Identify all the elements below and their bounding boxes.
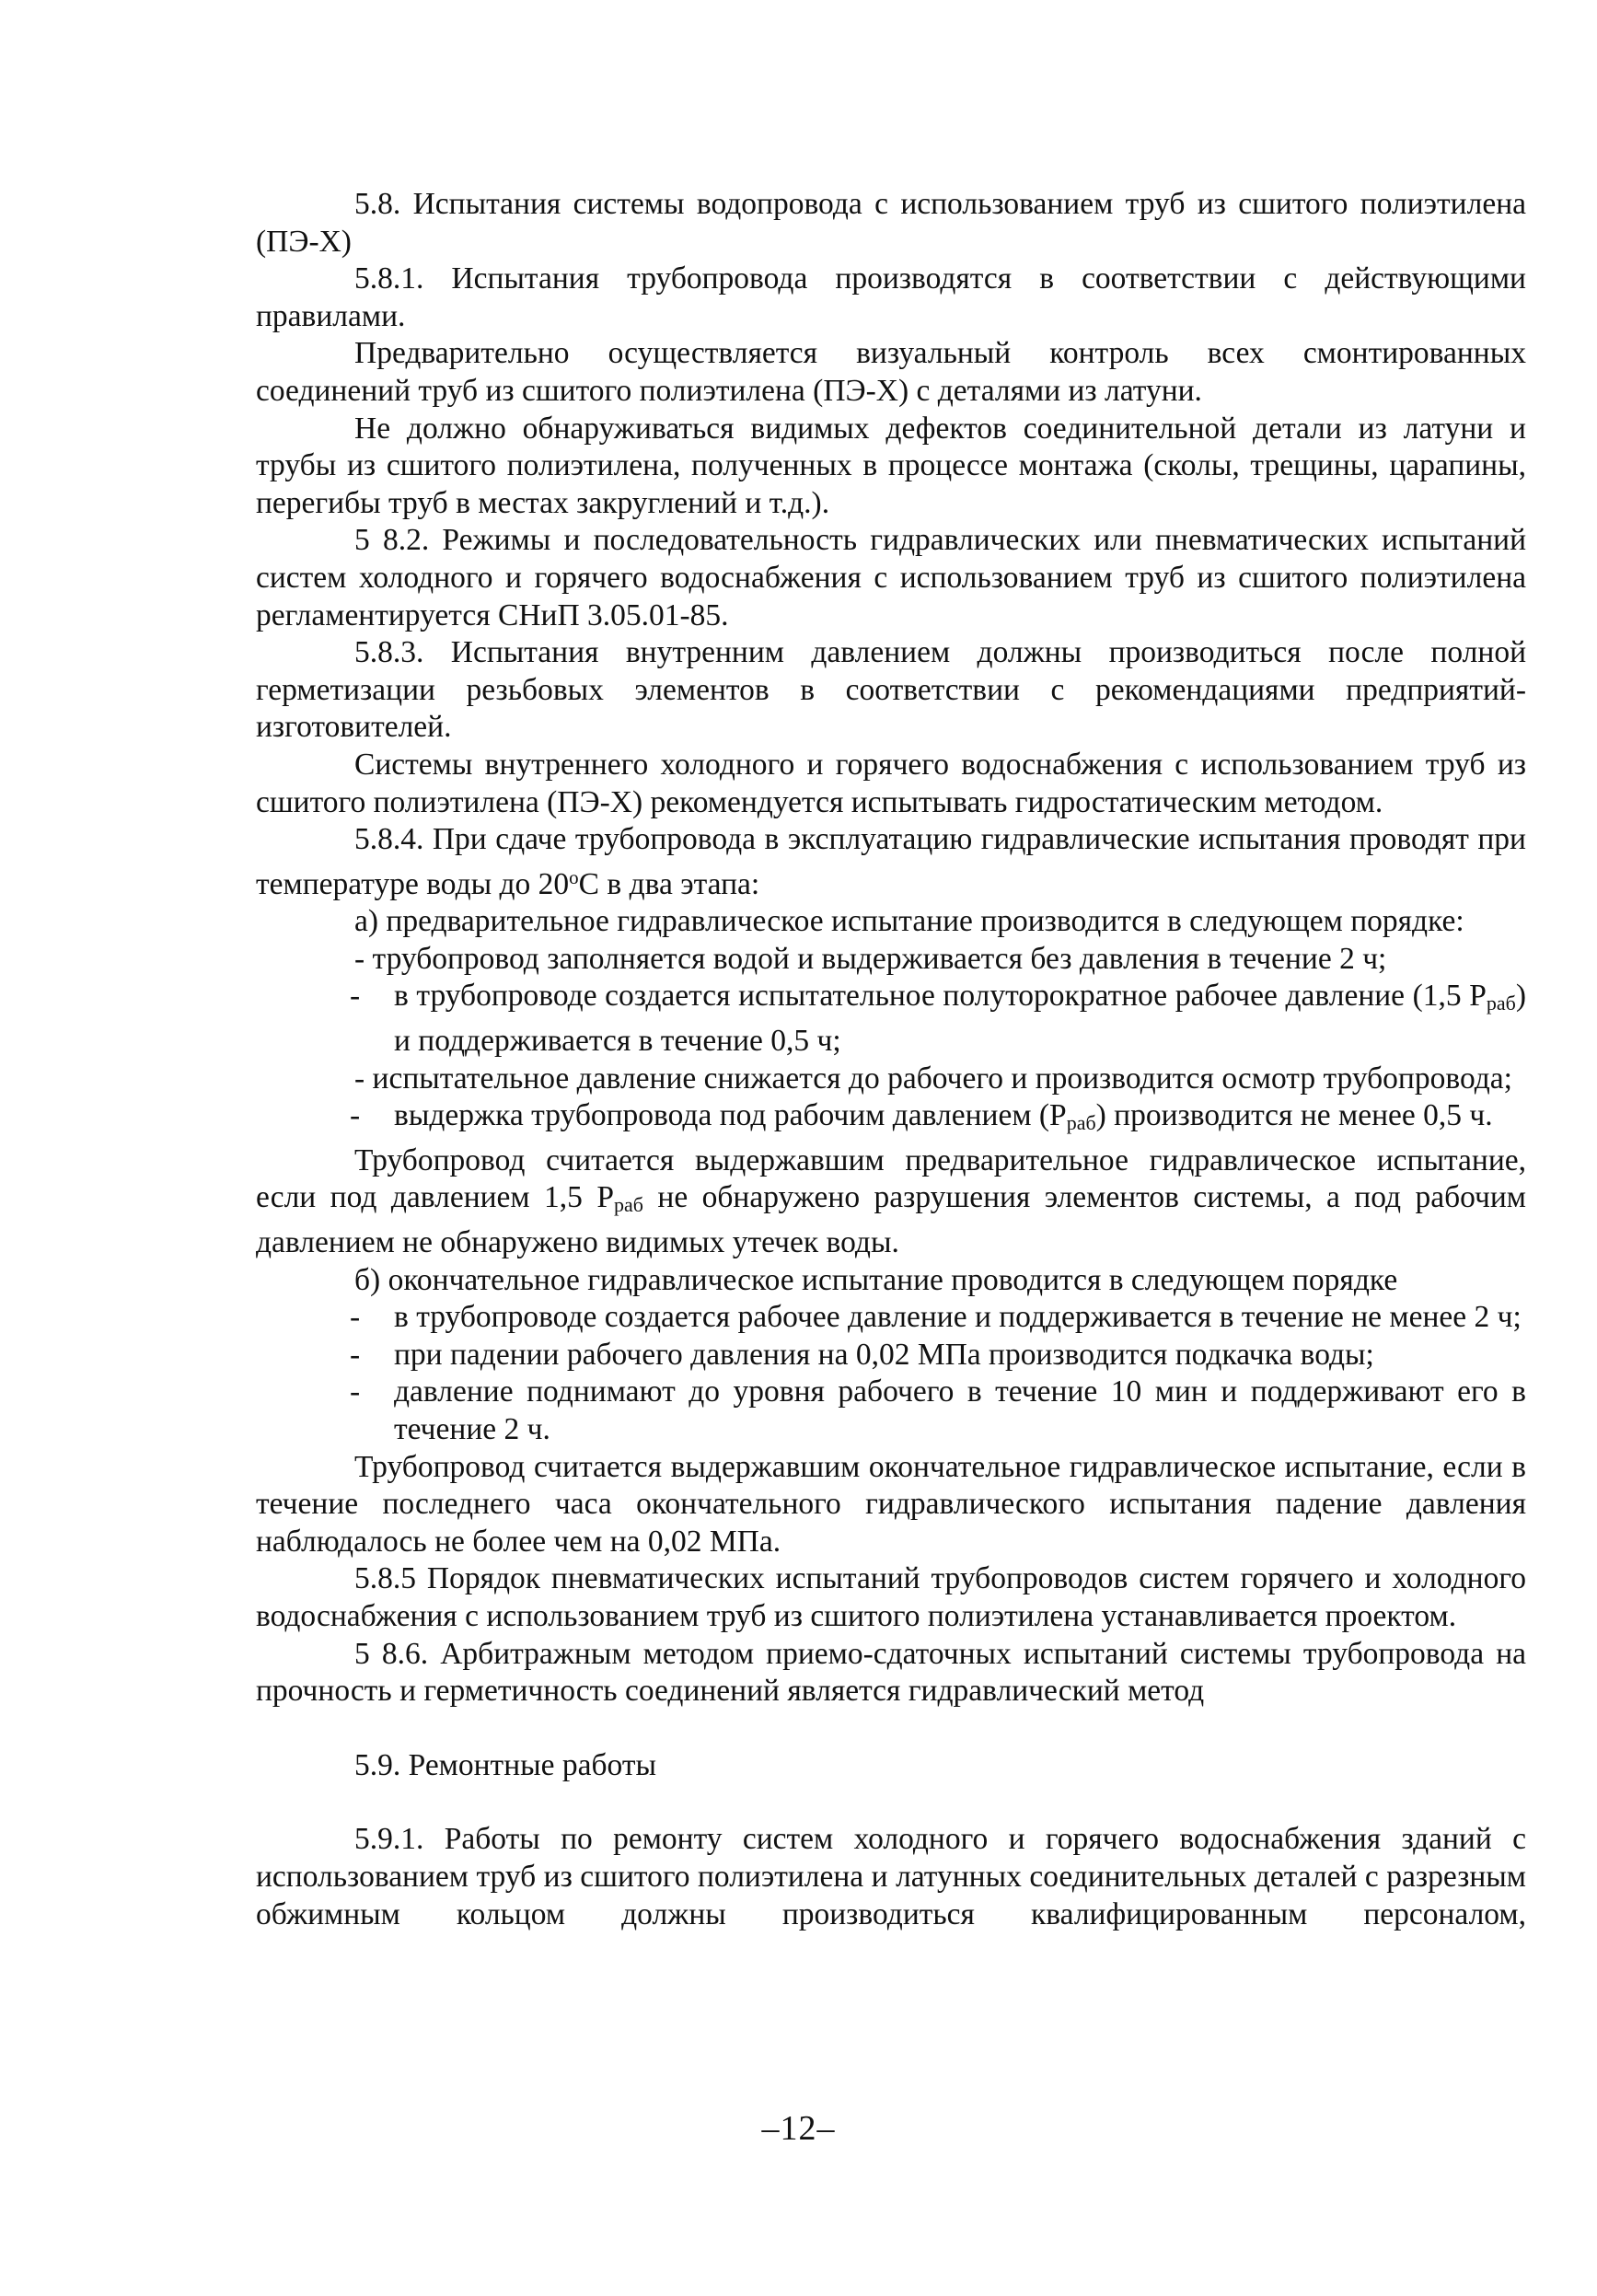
list-item-text-end: ) производится не менее 0,5 ч. [1095, 1098, 1493, 1133]
list-item-test-pressure [256, 978, 1526, 1060]
list-dash: - [350, 1300, 361, 1335]
list-item-text: давление поднимают до уровня рабочего в течение 10 мин и поддерживают его в течение 2 ч. [394, 1374, 1526, 1446]
paragraph-fill-water: - трубопровод заполняется водой и выдерживается без давления в течение 2 ч; [354, 941, 1387, 976]
paragraph-5-9-1: 5.9.1. Работы по ремонту систем холодного и горячего водоснабжения зданий с использованием труб из сшитого полиэтилена и латунных соединительных деталей с разрезным обжимным кольцом должны производиться квалифицированным персоналом, [256, 1822, 1526, 1931]
paragraph-5-8-2: 5 8.2. Режимы и последовательность гидравлических или пневматических испытаний систем холодного и горячего водоснабжения с использованием труб из сшитого полиэтилена регламентируется СНиП 3.05.01-85. [256, 523, 1526, 632]
paragraph-5-8-4-text: 5.8.4. При сдаче трубопровода в эксплуатацию гидравлические испытания проводят при температуре воды до 20 [256, 822, 1526, 901]
paragraph-5-8-4-end: С в два этапа: [578, 866, 760, 901]
subscript-rab: раб [614, 1193, 643, 1217]
paragraph-passed-preliminary [256, 1142, 1526, 1262]
passed-preliminary-start: Трубопровод считается выдержавшим предварительное гидравлическое испытание, если под давлением 1,5 P [256, 1142, 1526, 1215]
list-item-text-start: выдержка трубопровода под рабочим давлением (P [394, 1098, 1067, 1133]
list-item-text [394, 978, 1526, 1060]
paragraph-5-8-3: 5.8.3. Испытания внутренним давлением должны производиться после полной герметизации резьбовых элементов в соответствии с рекомендациями предприятий-изготовителей. [256, 635, 1526, 745]
degree-sign: o [569, 865, 579, 888]
subscript-rab: раб [1066, 1111, 1096, 1135]
list-item-working-pressure [256, 1299, 1526, 1337]
spacer [256, 1784, 1526, 1821]
spacer [256, 1710, 1526, 1747]
paragraph-5-8-5: 5.8.5 Порядок пневматических испытаний трубопроводов систем горячего и холодного водоснабжения с использованием труб из сшитого полиэтилена устанавливается проектом. [256, 1561, 1526, 1633]
list-dash: - [350, 1337, 361, 1372]
list-dash: - [350, 1374, 361, 1409]
list-item-text: при падении рабочего давления на 0,02 МПа производится подкачка воды; [394, 1337, 1374, 1372]
paragraph-5-8-6: 5 8.6. Арбитражным методом приемо-сдаточных испытаний системы трубопровода на прочность и герметичность соединений является гидравлический метод [256, 1636, 1526, 1709]
paragraph-5-8-1: 5.8.1. Испытания трубопровода производятся в соответствии с действующими правилами. [256, 261, 1526, 333]
section-5-9-heading: 5.9. Ремонтные работы [354, 1747, 656, 1782]
paragraph-pressure-reduce: - испытательное давление снижается до рабочего и производится осмотр трубопровода; [354, 1061, 1512, 1096]
subscript-rab: раб [1486, 991, 1516, 1015]
list-item-raise-pressure [256, 1374, 1526, 1448]
list-dash: - [350, 979, 361, 1014]
list-item-text [394, 1097, 1526, 1142]
list-dash: - [350, 1098, 361, 1133]
paragraph-5-8-4 [256, 821, 1526, 903]
section-5-8-heading: 5.8. Испытания системы водопровода с использованием труб из сшитого полиэтилена (ПЭ-Х) [256, 187, 1526, 259]
list-item-hold-pressure [256, 1097, 1526, 1142]
document-body [256, 186, 1526, 1933]
list-item-text: в трубопроводе создается рабочее давление и поддерживается в течение не менее 2 ч; [394, 1300, 1522, 1335]
paragraph-systems-method: Системы внутреннего холодного и горячего водоснабжения с использованием труб из сшитого полиэтилена (ПЭ-Х) рекомендуется испытывать гидростатическим методом. [256, 747, 1526, 819]
passed-preliminary-end: не обнаружено разрушения элементов системы, а под рабочим давлением не обнаружено видимых утечек воды. [256, 1180, 1527, 1260]
page-number: –12– [761, 2109, 836, 2148]
paragraph-visual-control: Предварительно осуществляется визуальный контроль всех смонтированных соединений труб из сшитого полиэтилена (ПЭ-Х) с деталями из латуни. [256, 336, 1526, 408]
paragraph-passed-final: Трубопровод считается выдержавшим окончательное гидравлическое испытание, если в течение последнего часа окончательного гидравлического испытания падение давления наблюдалось не более чем на 0,02 МПа. [256, 1449, 1526, 1559]
list-item-text-end: ) и поддерживается в течение 0,5 ч; [394, 979, 1526, 1059]
paragraph-stage-a: а) предварительное гидравлическое испытание производится в следующем порядке: [354, 904, 1464, 939]
list-item-text-start: в трубопроводе создается испытательное полуторократное рабочее давление (1,5 P [394, 979, 1487, 1014]
paragraph-defects: Не должно обнаруживаться видимых дефектов соединительной детали из латуни и трубы из сшитого полиэтилена, полученных в процессе монтажа (сколы, трещины, царапины, перегибы труб в местах закруглений и т.д.). [256, 411, 1526, 520]
list-item-pressure-drop [256, 1337, 1526, 1374]
paragraph-stage-b: б) окончательное гидравлическое испытание проводится в следующем порядке [354, 1262, 1398, 1297]
